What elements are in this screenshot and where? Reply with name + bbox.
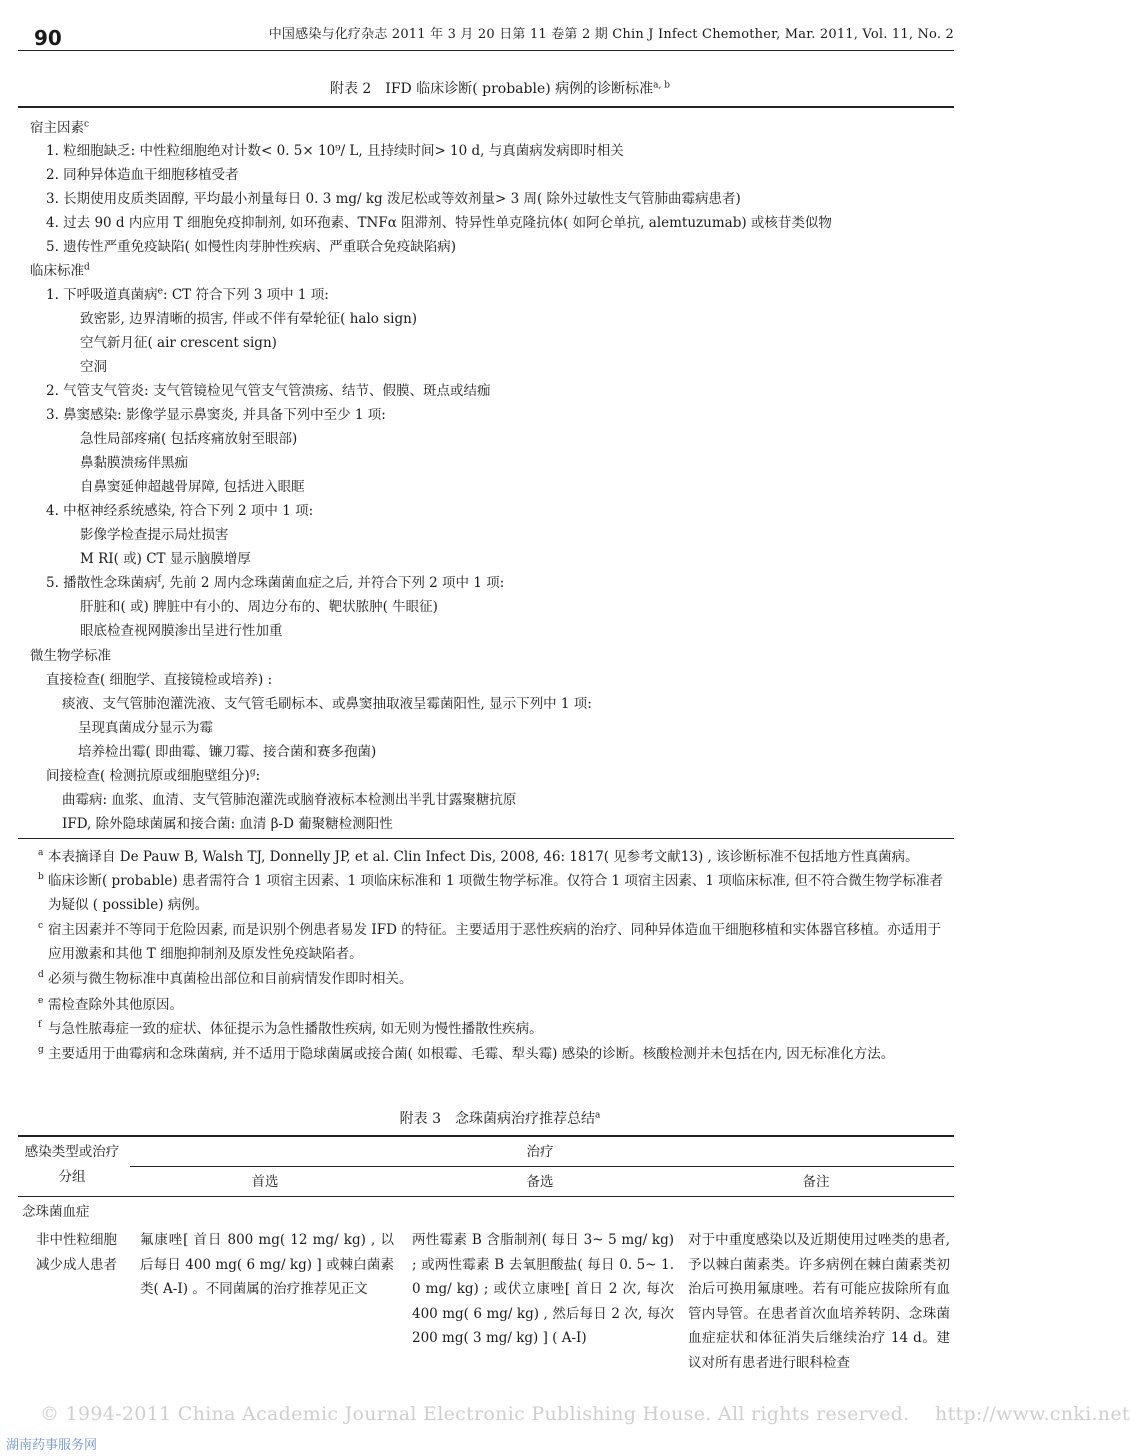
micro-indirect-item-2: IFD, 除外隐球菌属和接合菌: 血清 β-D 葡聚糖检测阳性 bbox=[62, 816, 393, 832]
table3-row-group: 非中性粒细胞减少成人患者 bbox=[36, 1232, 117, 1273]
host-factors-title: 宿主因素$^c$ bbox=[30, 119, 90, 136]
table3-header-rule bbox=[18, 1196, 954, 1197]
footnote-e: e 需检查除外其他原因。 bbox=[38, 996, 183, 1013]
clinical-criteria-title: 临床标准$^d$ bbox=[30, 262, 90, 279]
micro-indirect-item-1: 曲霉病: 血浆、血清、支气管肺泡灌洗或脑脊液标本检测出半乳甘露聚糖抗原 bbox=[62, 792, 517, 808]
table3-header-note: 备注 bbox=[802, 1174, 830, 1190]
running-head: 中国感染与化疗杂志 2011 年 3 月 20 日第 11 卷第 2 期 Chin J Infect Chemother, Mar. 2011, Vol. 11, No. 2 bbox=[268, 27, 954, 42]
clinical-item-5-sub-2: 眼底检查视网膜渗出呈进行性加重 bbox=[80, 623, 283, 639]
clinical-item-1-sub-1: 致密影, 边界清晰的损害, 伴或不伴有晕轮征( halo sign) bbox=[80, 311, 418, 327]
footnote-c: c 宿主因素并不等同于危险因素, 而是识别个例患者易发 IFD 的特征。主要适用于恶性疾病的治疗、同种异体造血干细胞移植和实体器官移植。亦适用于应用激素和其他 T 细胞抑制剂及原发性免疫缺陷者。 bbox=[38, 921, 942, 962]
micro-direct-sub-1: 呈现真菌成分显示为霉 bbox=[78, 720, 213, 736]
clinical-item-5: 5. 播散性念珠菌病$^f$, 先前 2 周内念珠菌菌血症之后, 并符合下列 2 项中 1 项: bbox=[46, 574, 505, 591]
micro-direct: 直接检查( 细胞学、直接镜检或培养) : bbox=[46, 672, 273, 688]
table3-section-candidemia: 念珠菌血症 bbox=[22, 1204, 90, 1220]
footnote-b: b 临床诊断( probable) 患者需符合 1 项宿主因素、1 项临床标准和 1 项微生物学标准。仅符合 1 项宿主因素、1 项临床标准, 但不符合微生物学标准者为疑似 ( possible) 病例。 bbox=[38, 872, 943, 913]
host-item-3: 3. 长期使用皮质类固醇, 平均最小剂量每日 0. 3 mg/ kg 泼尼松或等效剂量> 3 周( 除外过敏性支气管肺曲霉病患者) bbox=[46, 191, 741, 207]
clinical-item-1: 1. 下呼吸道真菌病$^e$: CT 符合下列 3 项中 1 项: bbox=[46, 286, 329, 303]
table3-row-first: 氟康唑[ 首日 800 mg( 12 mg/ kg) , 以后每日 400 mg( 6 mg/ kg) ] 或棘白菌素类( A-Ⅰ) 。不同菌属的治疗推荐见正文 bbox=[140, 1232, 394, 1297]
footnote-g: g 主要适用于曲霉病和念珠菌病, 并不适用于隐球菌属或接合菌( 如根霉、毛霉、犁头霉) 感染的诊断。核酸检测并未包括在内, 因无标准化方法。 bbox=[38, 1045, 895, 1062]
header-rule bbox=[18, 50, 954, 51]
clinical-item-4-sub-2: M RI( 或) CT 显示脑膜增厚 bbox=[80, 551, 251, 567]
table2-bottom-rule bbox=[18, 838, 954, 839]
table3-top-rule bbox=[18, 1135, 954, 1137]
site-watermark: 湖南药事服务网 bbox=[6, 1438, 98, 1453]
clinical-item-3-sub-3: 自鼻窦延伸超越骨屏障, 包括进入眼眶 bbox=[80, 479, 305, 495]
table3-header-alt: 备选 bbox=[526, 1174, 554, 1190]
copyright-notice: © 1994-2011 China Academic Journal Electronic Publishing House. All rights reserved. http://www.cnki.net bbox=[40, 1403, 1130, 1425]
micro-direct-desc: 痰液、支气管肺泡灌洗液、支气管毛刷标本、或鼻窦抽取液呈霉菌阳性, 显示下列中 1 项: bbox=[62, 696, 592, 712]
table2-top-rule bbox=[18, 106, 954, 108]
footnote-d: d 必须与微生物标准中真菌检出部位和目前病情发作即时相关。 bbox=[38, 970, 413, 987]
micro-direct-sub-2: 培养检出霉( 即曲霉、镰刀霉、接合菌和赛多孢菌) bbox=[78, 744, 377, 760]
table3-row-alt: 两性霉素 B 含脂制剂( 每日 3~ 5 mg/ kg) ; 或两性霉素 B 去氧胆酸盐( 每日 0. 5~ 1. 0 mg/ kg) ; 或伏立康唑[ 首日 2 次, 每次 400 mg( 6 mg/ kg) , 然后每日 2 次, 每次 200 mg( 3 mg/ kg) ] ( A-Ⅰ) bbox=[412, 1232, 674, 1346]
clinical-item-1-sub-2: 空气新月征( air crescent sign) bbox=[80, 335, 277, 351]
footnote-f: f 与急性脓毒症一致的症状、体征提示为急性播散性疾病, 如无则为慢性播散性疾病。 bbox=[38, 1020, 543, 1037]
clinical-item-3: 3. 鼻窦感染: 影像学显示鼻窦炎, 并具备下列中至少 1 项: bbox=[46, 407, 386, 423]
clinical-item-3-sub-1: 急性局部疼痛( 包括疼痛放射至眼部) bbox=[80, 431, 298, 447]
table3-header-group: 感染类型或治疗分组 bbox=[24, 1144, 120, 1185]
table3-treatment-rule bbox=[130, 1166, 954, 1167]
footnote-a: a 本表摘译自 De Pauw B, Walsh TJ, Donnelly JP, et al. Clin Infect Dis, 2008, 46: 1817( 见参考文献13) , 该诊断标准不包括地方性真菌病。 bbox=[38, 848, 919, 865]
host-item-2: 2. 同种异体造血干细胞移植受者 bbox=[46, 167, 239, 183]
clinical-item-1-sub-3: 空洞 bbox=[80, 359, 107, 375]
clinical-item-3-sub-2: 鼻黏膜溃疡伴黑痂 bbox=[80, 455, 188, 471]
table3-header-first: 首选 bbox=[251, 1174, 279, 1190]
table3-row-note: 对于中重度感染以及近期使用过唑类的患者, 予以棘白菌素类。许多病例在棘白菌素类初治后可换用氟康唑。若有可能应拔除所有血管内导管。在患者首次血培养转阴、念珠菌血症症状和体征消失后继续治疗 14 d。建议对所有患者进行眼科检查 bbox=[688, 1232, 950, 1371]
host-item-5: 5. 遗传性严重免疫缺陷( 如慢性肉芽肿性疾病、严重联合免疫缺陷病) bbox=[46, 239, 456, 255]
clinical-item-4-sub-1: 影像学检查提示局灶损害 bbox=[80, 527, 229, 543]
micro-criteria-title: 微生物学标准 bbox=[30, 648, 111, 664]
table3-caption: 附表 3 念珠菌病治疗推荐总结$^a$ bbox=[399, 1110, 601, 1127]
table3-header-treatment: 治疗 bbox=[526, 1144, 554, 1160]
page-number: 90 bbox=[34, 26, 62, 50]
host-item-4: 4. 过去 90 d 内应用 T 细胞免疫抑制剂, 如环孢素、TNFα 阻滞剂、特异性单克隆抗体( 如阿仑单抗, alemtuzumab) 或核苷类似物 bbox=[46, 215, 832, 231]
clinical-item-5-sub-1: 肝脏和( 或) 脾脏中有小的、周边分布的、靶状脓肿( 牛眼征) bbox=[80, 599, 438, 615]
clinical-item-2: 2. 气管支气管炎: 支气管镜检见气管支气管溃疡、结节、假膜、斑点或结痂 bbox=[46, 383, 491, 399]
clinical-item-4: 4. 中枢神经系统感染, 符合下列 2 项中 1 项: bbox=[46, 503, 314, 519]
micro-indirect: 间接检查( 检测抗原或细胞壁组分)$^g$: bbox=[46, 767, 261, 784]
host-item-1: 1. 粒细胞缺乏: 中性粒细胞绝对计数< 0. 5× 10⁹/ L, 且持续时间> 10 d, 与真菌病发病即时相关 bbox=[46, 143, 624, 159]
table2-caption: 附表 2 IFD 临床诊断( probable) 病例的诊断标准$^{a, b}$ bbox=[329, 80, 671, 97]
